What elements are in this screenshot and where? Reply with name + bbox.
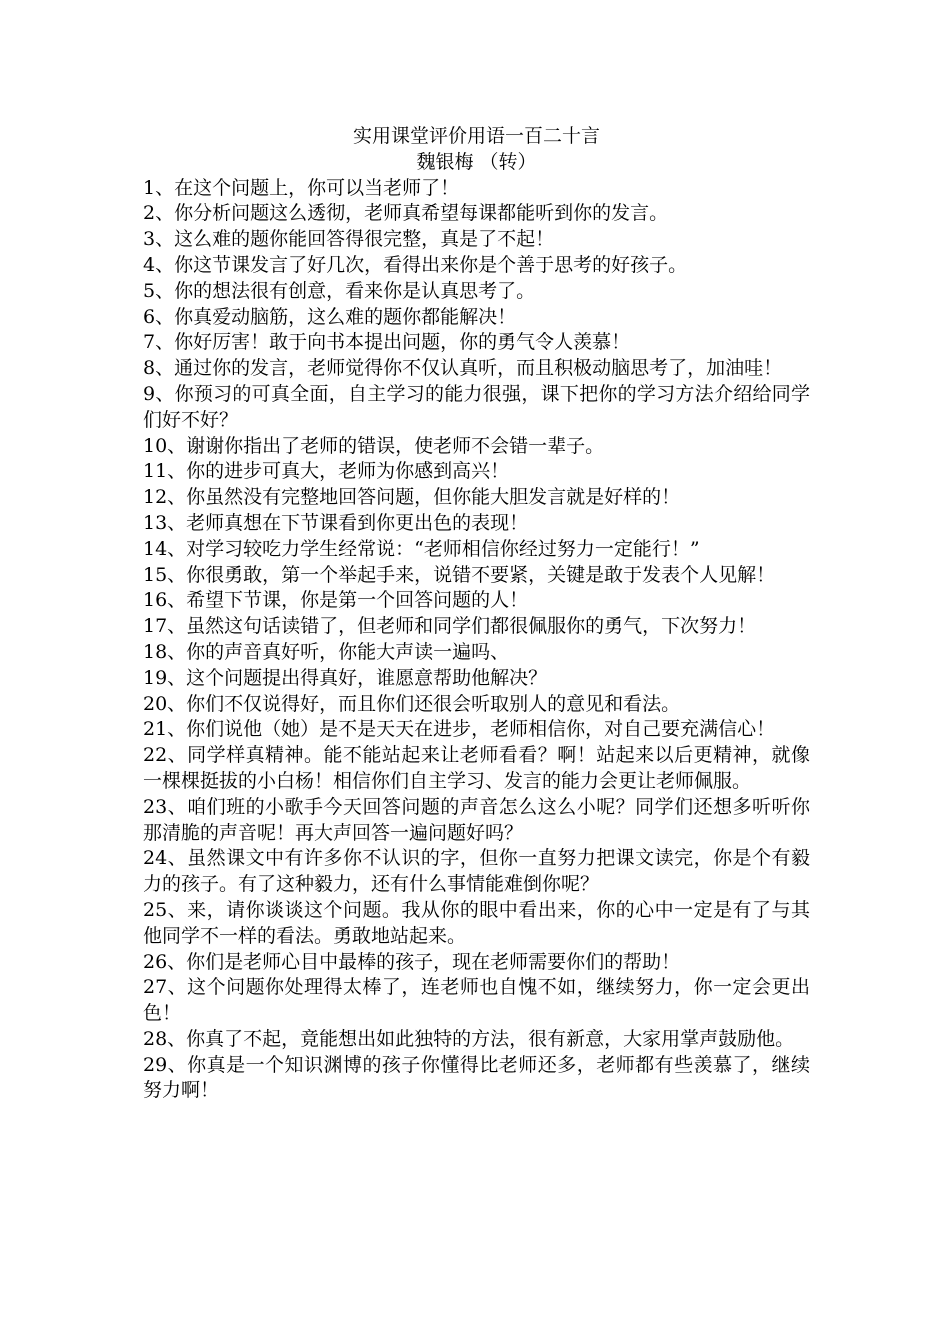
- phrase-list: [143, 176, 810, 1105]
- document-author: 魏银梅 （转）: [416, 150, 537, 173]
- list-item: 3、这么难的题你能回答得很完整，真是了不起！: [143, 228, 555, 251]
- list-item: 17、虽然这句话读错了，但老师和同学们都很佩服你的勇气，下次努力！: [143, 615, 757, 638]
- list-item: 15、你很勇敢，第一个举起手来，说错不要紧，关键是敢于发表个人见解！: [143, 563, 776, 586]
- list-item: 20、你们不仅说得好，而且你们还很会听取别人的意见和看法。: [143, 692, 681, 715]
- list-item: 16、希望下节课，你是第一个回答问题的人！: [143, 589, 529, 612]
- list-item: 9、你预习的可真全面，自主学习的能力很强，课下把你的学习方法介绍给同学们好不好？: [143, 382, 810, 431]
- list-item: 6、你真爱动脑筋，这么难的题你都能解决！: [143, 305, 517, 328]
- list-item: 26、你们是老师心目中最棒的孩子，现在老师需要你们的帮助！: [143, 950, 681, 973]
- list-item: 2、你分析问题这么透彻，老师真希望每课都能听到你的发言。: [143, 202, 669, 225]
- list-item: 19、这个问题提出得真好，谁愿意帮助他解决？: [143, 666, 548, 689]
- list-item: 14、对学习较吃力学生经常说：“老师相信你经过努力一定能行！”: [143, 537, 700, 560]
- list-item: 27、这个问题你处理得太棒了，连老师也自愧不如，继续努力，你一定会更出色！: [143, 976, 810, 1025]
- list-item: 7、你好厉害！敢于向书本提出问题，你的勇气令人羡慕！: [143, 331, 631, 354]
- list-item: 29、你真是一个知识渊博的孩子你懂得比老师还多，老师都有些羡慕了，继续努力啊！: [143, 1053, 810, 1102]
- list-item: 28、你真了不起，竟能想出如此独特的方法，很有新意，大家用掌声鼓励他。: [143, 1027, 795, 1050]
- list-item: 21、你们说他（她）是不是天天在进步，老师相信你，对自己要充满信心！: [143, 718, 776, 741]
- list-item: 10、谢谢你指出了老师的错误，使老师不会错一辈子。: [143, 434, 605, 457]
- list-item: 8、通过你的发言，老师觉得你不仅认真听，而且积极动脑思考了，加油哇！: [143, 357, 783, 380]
- list-item: 18、你的声音真好听，你能大声读一遍吗、: [143, 640, 510, 663]
- list-item: 13、老师真想在下节课看到你更出色的表现！: [143, 511, 529, 534]
- document-body: [143, 124, 810, 1104]
- list-item: 23、咱们班的小歌手今天回答问题的声音怎么这么小呢？同学们还想多听听你那清脆的声音呢！再大声回答一遍问题好吗？: [143, 795, 810, 844]
- document-title: 实用课堂评价用语一百二十言: [352, 125, 600, 147]
- list-item: 1、在这个问题上，你可以当老师了！: [143, 176, 460, 199]
- list-item: 11、你的进步可真大，老师为你感到高兴！: [143, 460, 510, 483]
- list-item: 4、你这节课发言了好几次，看得出来你是个善于思考的好孩子。: [143, 253, 688, 276]
- list-item: 12、你虽然没有完整地回答问题，但你能大胆发言就是好样的！: [143, 486, 681, 509]
- list-item: 25、来，请你谈谈这个问题。我从你的眼中看出来，你的心中一定是有了与其他同学不一样的看法。勇敢地站起来。: [143, 898, 810, 947]
- list-item: 5、你的想法很有创意，看来你是认真思考了。: [143, 279, 536, 302]
- list-item: 24、虽然课文中有许多你不认识的字，但你一直努力把课文读完，你是个有毅力的孩子。有了这种毅力，还有什么事情能难倒你呢？: [143, 847, 810, 896]
- list-item: 22、同学样真精神。能不能站起来让老师看看？啊！站起来以后更精神，就像一棵棵挺拔的小白杨！相信你们自主学习、发言的能力会更让老师佩服。: [143, 744, 810, 792]
